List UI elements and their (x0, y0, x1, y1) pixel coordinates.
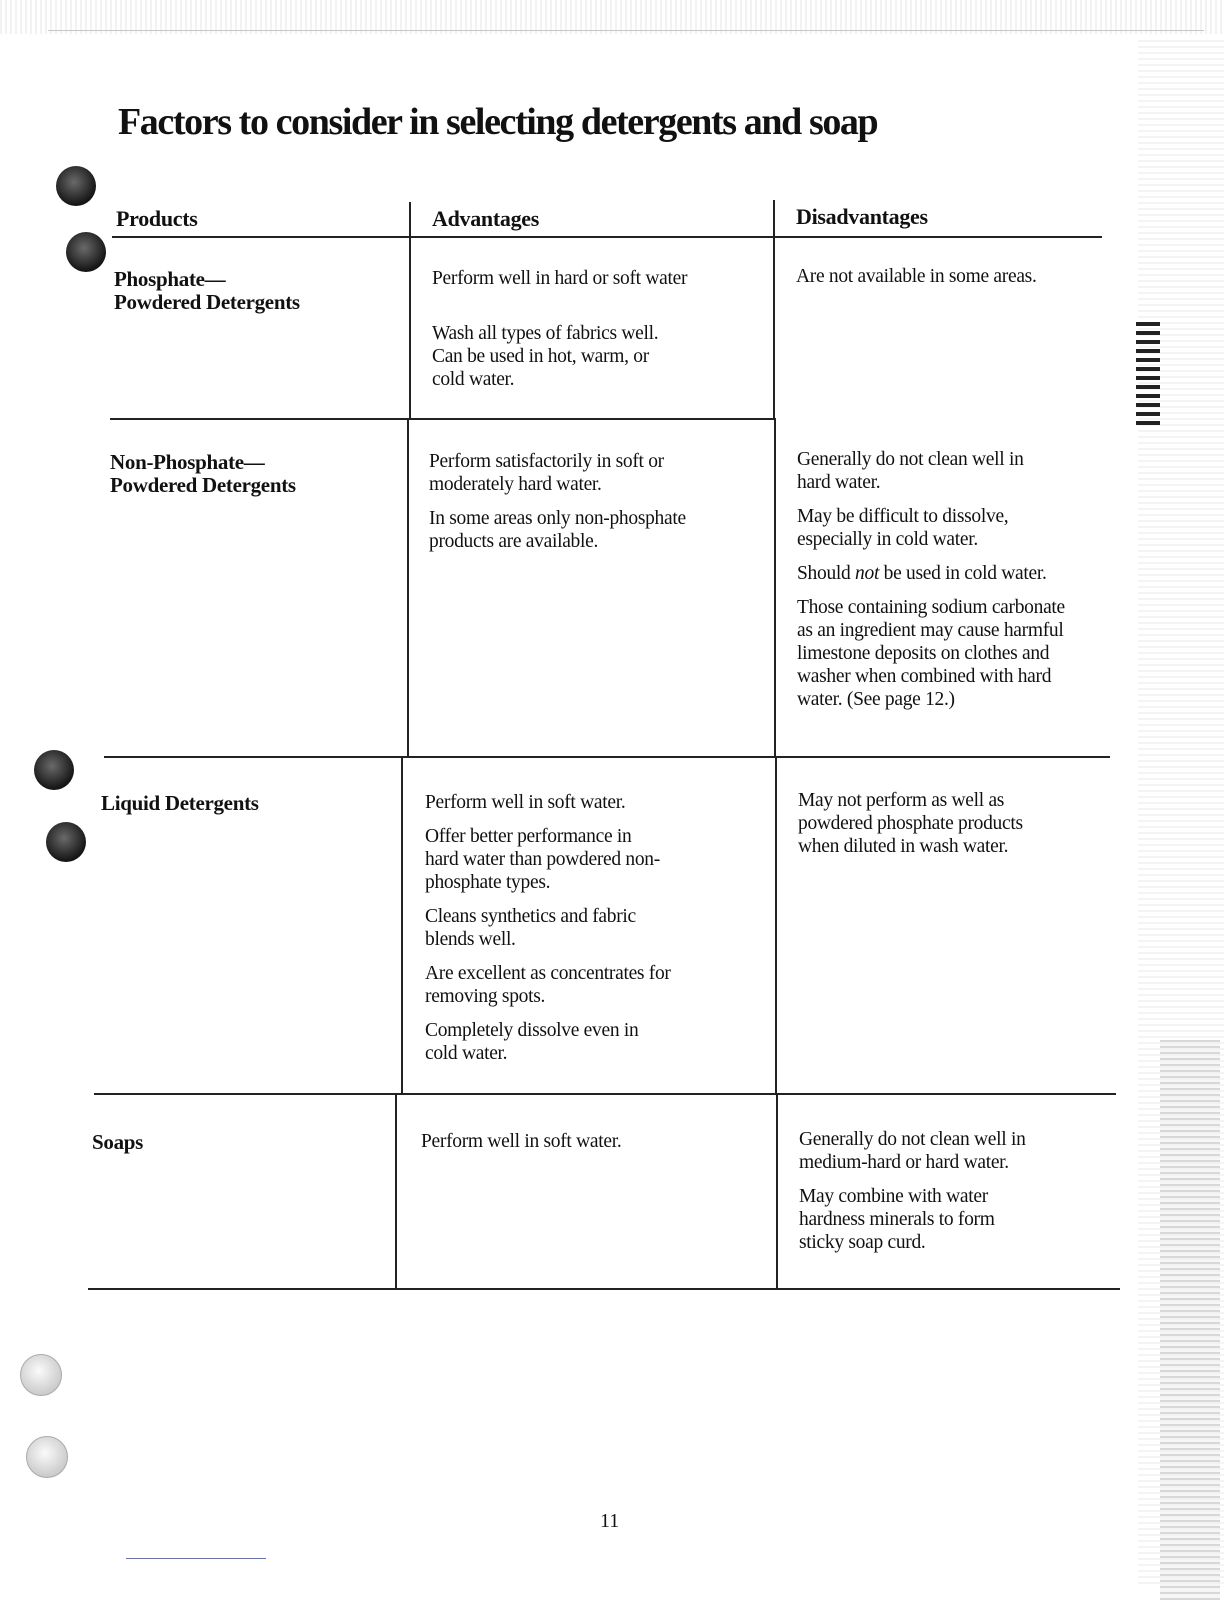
disadvantages-soaps: Generally do not clean well in medium-hard or hard water. May combine with water hardness minerals to form sticky soap curd. (799, 1129, 1026, 1253)
product-liquid: Liquid Detergents (101, 791, 259, 815)
scan-border-top (0, 0, 1224, 34)
advantages-liquid: Perform well in soft water. Offer better performance in hard water than powdered non-phosphate types. Cleans synthetics and fabric blends well. Are excellent as concentrates for removing spots. Completely dissolve even in cold water. (425, 792, 671, 1064)
product-phosphate: Phosphate— Powdered Detergents (114, 267, 300, 314)
product-non-phosphate: Non-Phosphate— Powdered Detergents (110, 450, 296, 497)
scan-edge-text (1160, 1040, 1220, 1600)
edge-marks (1136, 322, 1172, 430)
column-rule (776, 1093, 778, 1288)
punch-hole (26, 1436, 68, 1478)
header-rule (112, 236, 1102, 238)
row-rule (104, 756, 1110, 758)
column-rule (773, 200, 775, 420)
punch-hole (56, 166, 96, 206)
column-rule (409, 202, 411, 420)
page-number: 11 (600, 1510, 620, 1532)
column-rule (775, 756, 777, 1094)
scan-mark (126, 1558, 266, 1559)
header-disadvantages: Disadvantages (796, 204, 928, 229)
product-soaps: Soaps (92, 1130, 144, 1154)
column-rule (407, 418, 409, 758)
row-rule (110, 418, 774, 420)
table-bottom-rule (88, 1288, 1120, 1290)
disadvantages-non-phosphate: Generally do not clean well in hard water. May be difficult to dissolve, especially in cold water. Should not be used in cold water. Those containing sodium carbonate as an ingredient may cause harmful limestone deposits on clothes and washer when combined with hard water. (See page 12.) (797, 449, 1065, 710)
header-products: Products (116, 206, 198, 231)
punch-hole (46, 822, 86, 862)
punch-hole (20, 1354, 62, 1396)
disadvantages-phosphate: Are not available in some areas. (796, 266, 1037, 287)
header-advantages: Advantages (432, 206, 540, 231)
scan-edge-right (1138, 40, 1224, 1584)
advantages-phosphate: Perform well in hard or soft water Wash all types of fabrics well. Can be used in hot, warm, or cold water. (432, 268, 688, 390)
column-rule (401, 756, 403, 1094)
punch-hole (66, 232, 106, 272)
column-rule (774, 418, 776, 758)
row-rule (94, 1093, 1116, 1095)
punch-hole (34, 750, 74, 790)
page-title: Factors to consider in selecting detergents and soap (118, 101, 878, 143)
column-rule (395, 1093, 397, 1290)
advantages-non-phosphate: Perform satisfactorily in soft or moderately hard water. In some areas only non-phosphate products are available. (429, 451, 686, 552)
disadvantages-liquid: May not perform as well as powdered phosphate products when diluted in wash water. (798, 790, 1023, 857)
advantages-soaps: Perform well in soft water. (421, 1131, 622, 1152)
